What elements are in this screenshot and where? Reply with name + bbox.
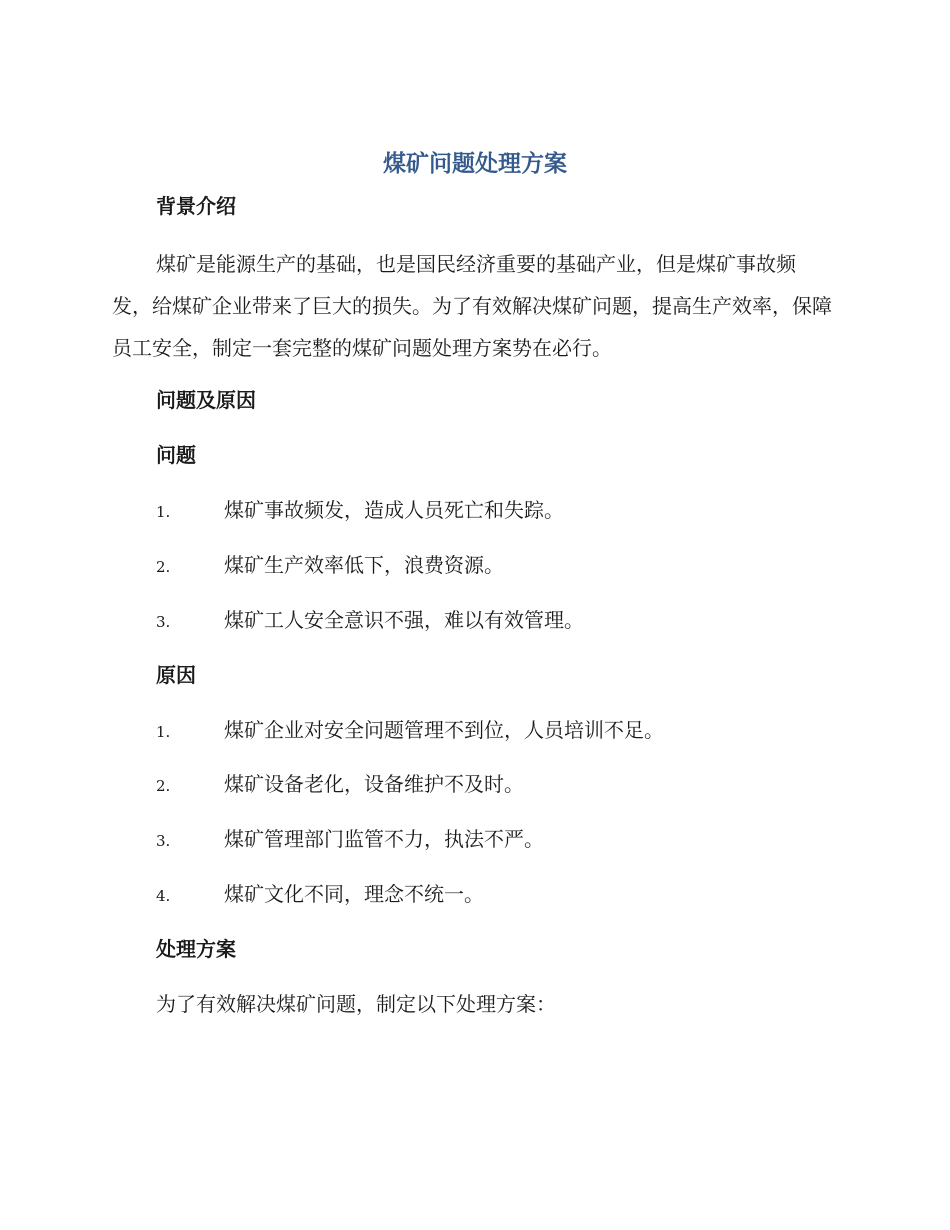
section-heading-solution: 处理方案 <box>156 937 236 961</box>
list-item-text: 煤矿事故频发，造成人员死亡和失踪。 <box>224 498 564 522</box>
list-item <box>156 605 836 637</box>
subheading-causes: 原因 <box>156 663 196 687</box>
list-item-text: 煤矿生产效率低下，浪费资源。 <box>224 553 504 577</box>
list-item <box>156 495 836 527</box>
section-heading-problems-and-causes: 问题及原因 <box>156 388 256 412</box>
list-item-text: 煤矿管理部门监管不力，执法不严。 <box>224 827 544 851</box>
list-item <box>156 769 836 801</box>
list-item-number: 2. <box>156 558 171 576</box>
list-item-number: 2. <box>156 777 171 795</box>
list-item-text: 煤矿设备老化，设备维护不及时。 <box>224 772 524 796</box>
list-item <box>156 550 836 582</box>
background-paragraph: 煤矿是能源生产的基础，也是国民经济重要的基础产业，但是煤矿事故频发，给煤矿企业带来了巨大的损失。为了有效解决煤矿问题，提高生产效率，保障员工安全，制定一套完整的煤矿问题处理方案势在必行。 <box>112 252 832 360</box>
list-item-number: 3. <box>156 613 171 631</box>
list-item-number: 4. <box>156 887 171 905</box>
solution-intro: 为了有效解决煤矿问题，制定以下处理方案： <box>156 992 556 1016</box>
list-item-text: 煤矿工人安全意识不强，难以有效管理。 <box>224 608 584 632</box>
list-item-text: 煤矿企业对安全问题管理不到位，人员培训不足。 <box>224 718 664 742</box>
list-item-text: 煤矿文化不同，理念不统一。 <box>224 882 484 906</box>
list-item <box>156 715 836 747</box>
list-item <box>156 879 836 911</box>
list-item-number: 3. <box>156 832 171 850</box>
document-title: 煤矿问题处理方案 <box>383 151 567 177</box>
subheading-problems: 问题 <box>156 443 196 467</box>
list-item-number: 1. <box>156 723 171 741</box>
list-item <box>156 824 836 856</box>
list-item-number: 1. <box>156 503 171 521</box>
section-heading-background: 背景介绍 <box>156 194 236 218</box>
